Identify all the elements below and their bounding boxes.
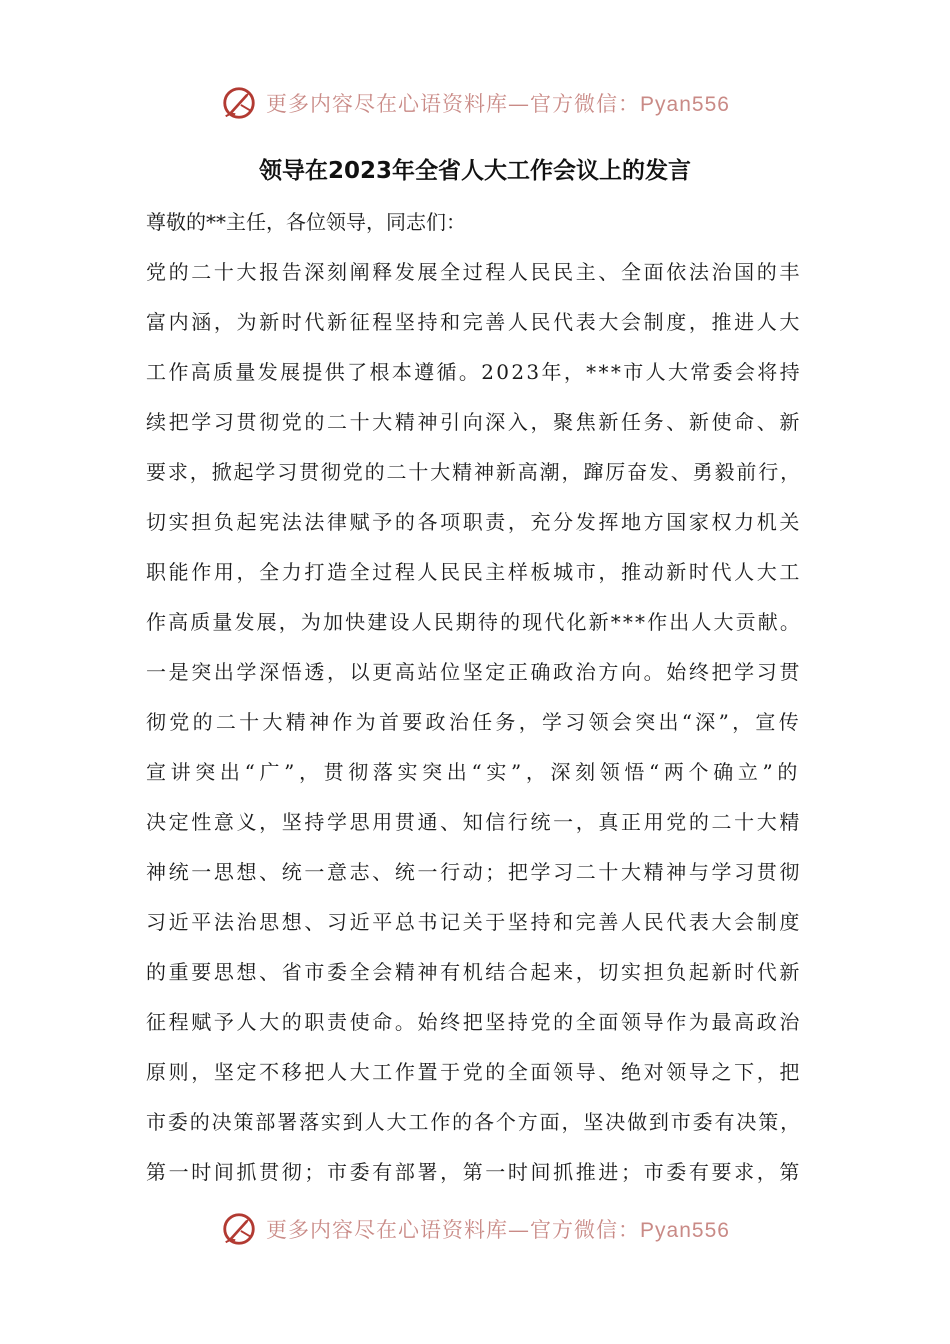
body-text-line: 要求，掀起学习贯彻党的二十大精神新高潮，蹿厉奋发、勇毅前行， <box>146 460 802 484</box>
body-text-line: 第一时间抓贯彻；市委有部署，第一时间抓推进；市委有要求，第 <box>146 1160 802 1184</box>
body-text-line: 市委的决策部署落实到人大工作的各个方面，坚决做到市委有决策， <box>146 1110 802 1134</box>
banner-label: 官方微信： <box>530 92 641 116</box>
salutation-line: 尊敬的**主任，各位领导，同志们： <box>146 210 466 234</box>
footer-banner <box>0 1210 950 1248</box>
banner-label: 官方微信： <box>530 1218 641 1242</box>
body-text-line: 宣讲突出“广”，贯彻落实突出“实”，深刻领悟“两个确立”的 <box>146 760 802 784</box>
banner-wechat-id: Pyan556 <box>640 1219 730 1242</box>
body-text-line: 工作高质量发展提供了根本遵循。2023年，***市人大常委会将持 <box>146 360 802 384</box>
body-text-line: 作高质量发展，为加快建设人民期待的现代化新***作出人大贡献。 <box>146 610 802 634</box>
banner-wechat-id: Pyan556 <box>640 93 730 116</box>
body-text-line: 富内涵，为新时代新征程坚持和完善人民代表大会制度，推进人大 <box>146 310 802 334</box>
body-text-line: 的重要思想、省市委全会精神有机结合起来，切实担负起新时代新 <box>146 960 802 984</box>
body-text-line: 续把学习贯彻党的二十大精神引向深入，聚焦新任务、新使命、新 <box>146 410 802 434</box>
banner-main-text: 更多内容尽在心语资料库 <box>266 92 509 116</box>
body-text-line: 神统一思想、统一意志、统一行动；把学习二十大精神与学习贯彻 <box>146 860 802 884</box>
body-text-line: 决定性意义，坚持学思用贯通、知信行统一，真正用党的二十大精 <box>146 810 802 834</box>
body-text-line: 职能作用，全力打造全过程人民民主样板城市，推动新时代人大工 <box>146 560 802 584</box>
banner-separator: — <box>508 1218 531 1242</box>
quill-logo-icon <box>220 1210 258 1248</box>
body-text-line: 彻党的二十大精神作为首要政治任务，学习领会突出“深”，宣传 <box>146 710 802 734</box>
banner-main-text: 更多内容尽在心语资料库 <box>266 1218 509 1242</box>
body-text-line: 原则，坚定不移把人大工作置于党的全面领导、绝对领导之下，把 <box>146 1060 802 1084</box>
quill-logo-icon <box>220 84 258 122</box>
body-text-line: 党的二十大报告深刻阐释发展全过程人民民主、全面依法治国的丰 <box>146 260 802 284</box>
body-text-line: 切实担负起宪法法律赋予的各项职责，充分发挥地方国家权力机关 <box>146 510 802 534</box>
body-text-line: 习近平法治思想、习近平总书记关于坚持和完善人民代表大会制度 <box>146 910 802 934</box>
body-text-line: 一是突出学深悟透，以更高站位坚定正确政治方向。始终把学习贯 <box>146 660 802 684</box>
header-banner <box>0 84 950 122</box>
banner-separator: — <box>508 92 531 116</box>
document-title: 领导在2023年全省人大工作会议上的发言 <box>258 158 691 184</box>
body-text-line: 征程赋予人大的职责使命。始终把坚持党的全面领导作为最高政治 <box>146 1010 802 1034</box>
